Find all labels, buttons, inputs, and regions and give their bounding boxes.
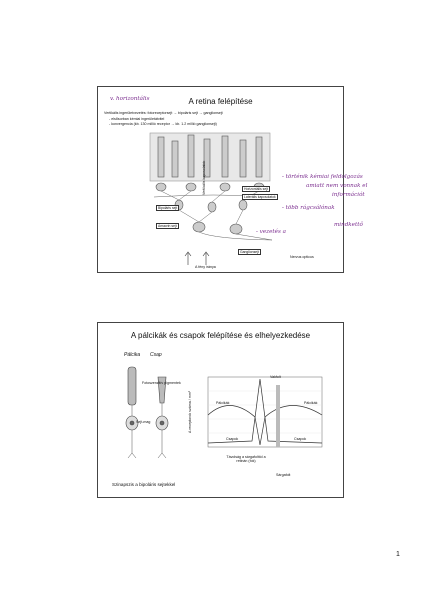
slide1-bullet1: - elsősorban kémiai ingerületátvitel	[109, 117, 165, 121]
chart-label-cones-right: Csapok	[294, 437, 307, 441]
handwritten-note-right5: mindkettő	[334, 222, 363, 228]
synapse-label: Szinapszis a bipoláris sejtekkel	[112, 482, 176, 487]
cone-label: Csap	[150, 352, 162, 358]
label-lateral: Laterális kapcsolatok	[244, 195, 276, 199]
label-vertical: Vertikális kapcsolatok	[202, 160, 206, 195]
arrow-right-icon: →	[173, 111, 177, 115]
chart-label-rods-right: Pálcikák	[304, 401, 318, 405]
handwritten-note-right2: amiatt nem vonnak el	[306, 183, 368, 189]
slide1-line1	[104, 111, 223, 115]
handwritten-note-right4: - több rágcsálónak	[282, 205, 335, 211]
handwritten-note-right1: - történik kémiai feldolgozás	[282, 174, 363, 180]
chart-label-cones-left: Csapok	[226, 437, 239, 441]
rod-label: Pálcika	[124, 352, 141, 358]
chart-xlabel: Távolság a sárgafolttól a retinán (fok)	[226, 455, 266, 464]
label-horizontal: Horizontális sejt	[244, 187, 268, 191]
line1-start: Vertikális ingerületvezetés: fotoreceptorsejt	[104, 111, 173, 115]
slide1-bullet2: - konvergencia (kb. 130 millió receptor → kb. 1.2 millió ganglionsejt)	[109, 122, 217, 126]
slide1-title: A retina felépítése	[188, 97, 253, 106]
slide2-title: A pálcikák és csapok felépítése és elhelyezkedése	[130, 331, 311, 340]
arrow-right-icon: →	[198, 111, 203, 115]
light-direction: A fény iránya	[195, 265, 216, 269]
handwritten-note-mid: - vezetés a	[256, 229, 286, 235]
blind-spot-bar	[276, 385, 280, 447]
nucleus-label: Sejt-mag	[136, 420, 151, 424]
label-bipolar: Bipoláris sejt	[158, 206, 178, 210]
chart-label-rods-left: Pálcikák	[216, 401, 230, 405]
light-arrows	[182, 247, 242, 267]
line1-end: ganglionsejt	[203, 111, 223, 115]
label-amacrine: Amacrin sejt	[158, 224, 177, 228]
label-ganglion: Ganglionsejt	[240, 250, 259, 254]
line1-mid: bipoláris sejt	[177, 111, 198, 115]
receptor-density-chart	[200, 375, 325, 455]
chart-ylabel: A receptorok száma / mm²	[188, 391, 192, 433]
chart-label-vakfolt: Vakfolt	[270, 375, 281, 379]
chart-label-sargafolt: Sárgafolt	[276, 473, 291, 477]
rod-cone-diagram	[118, 363, 178, 473]
label-nerve: Nervus opticus	[290, 255, 314, 259]
page-number: 1	[396, 551, 400, 558]
slide-rods-cones	[97, 322, 344, 498]
handwritten-note-top: v. horizontális	[110, 96, 150, 102]
photopigment-label: Fotoszenzitív pigmentek	[142, 381, 181, 385]
handwritten-note-right3: információt	[332, 192, 365, 198]
